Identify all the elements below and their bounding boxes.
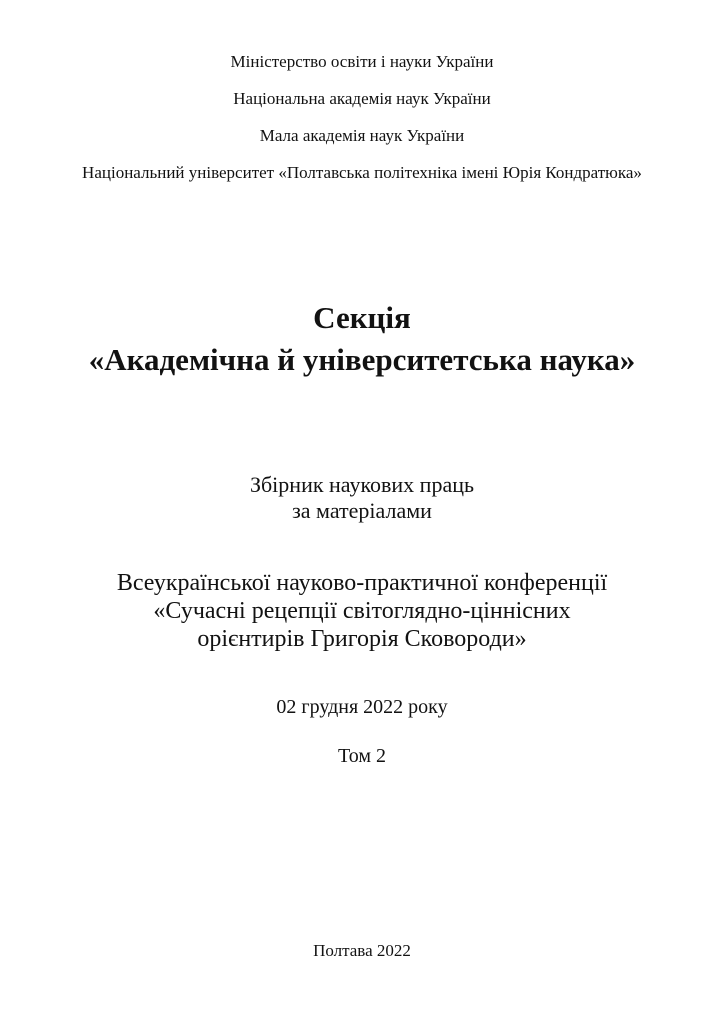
volume-label: Том 2 [338,745,386,767]
section-title-label: Секція [313,300,411,335]
header-ministry-line: Міністерство освіти і науки України [230,52,494,71]
conference-name-line-1: «Сучасні рецепції світоглядно-ціннісних [153,598,571,624]
conference-date: 02 грудня 2022 року [276,696,448,718]
header-university-line: Національний університет «Полтавська політехніка імені Юрія Кондратюка» [82,163,642,182]
subtitle-proceedings-line: Збірник наукових праць [249,472,475,497]
conference-type-line: Всеукраїнської науково-практичної конференції [116,570,608,596]
conference-name-line-2: орієнтирів Григорія Сковороди» [197,626,527,652]
subtitle-materials-line: за матеріалами [292,498,432,523]
imprint-city-year: Полтава 2022 [313,941,411,960]
header-national-academy-line: Національна академія наук України [233,89,491,108]
section-title-name: «Академічна й університетська наука» [88,342,636,377]
header-small-academy-line: Мала академія наук України [259,126,465,145]
